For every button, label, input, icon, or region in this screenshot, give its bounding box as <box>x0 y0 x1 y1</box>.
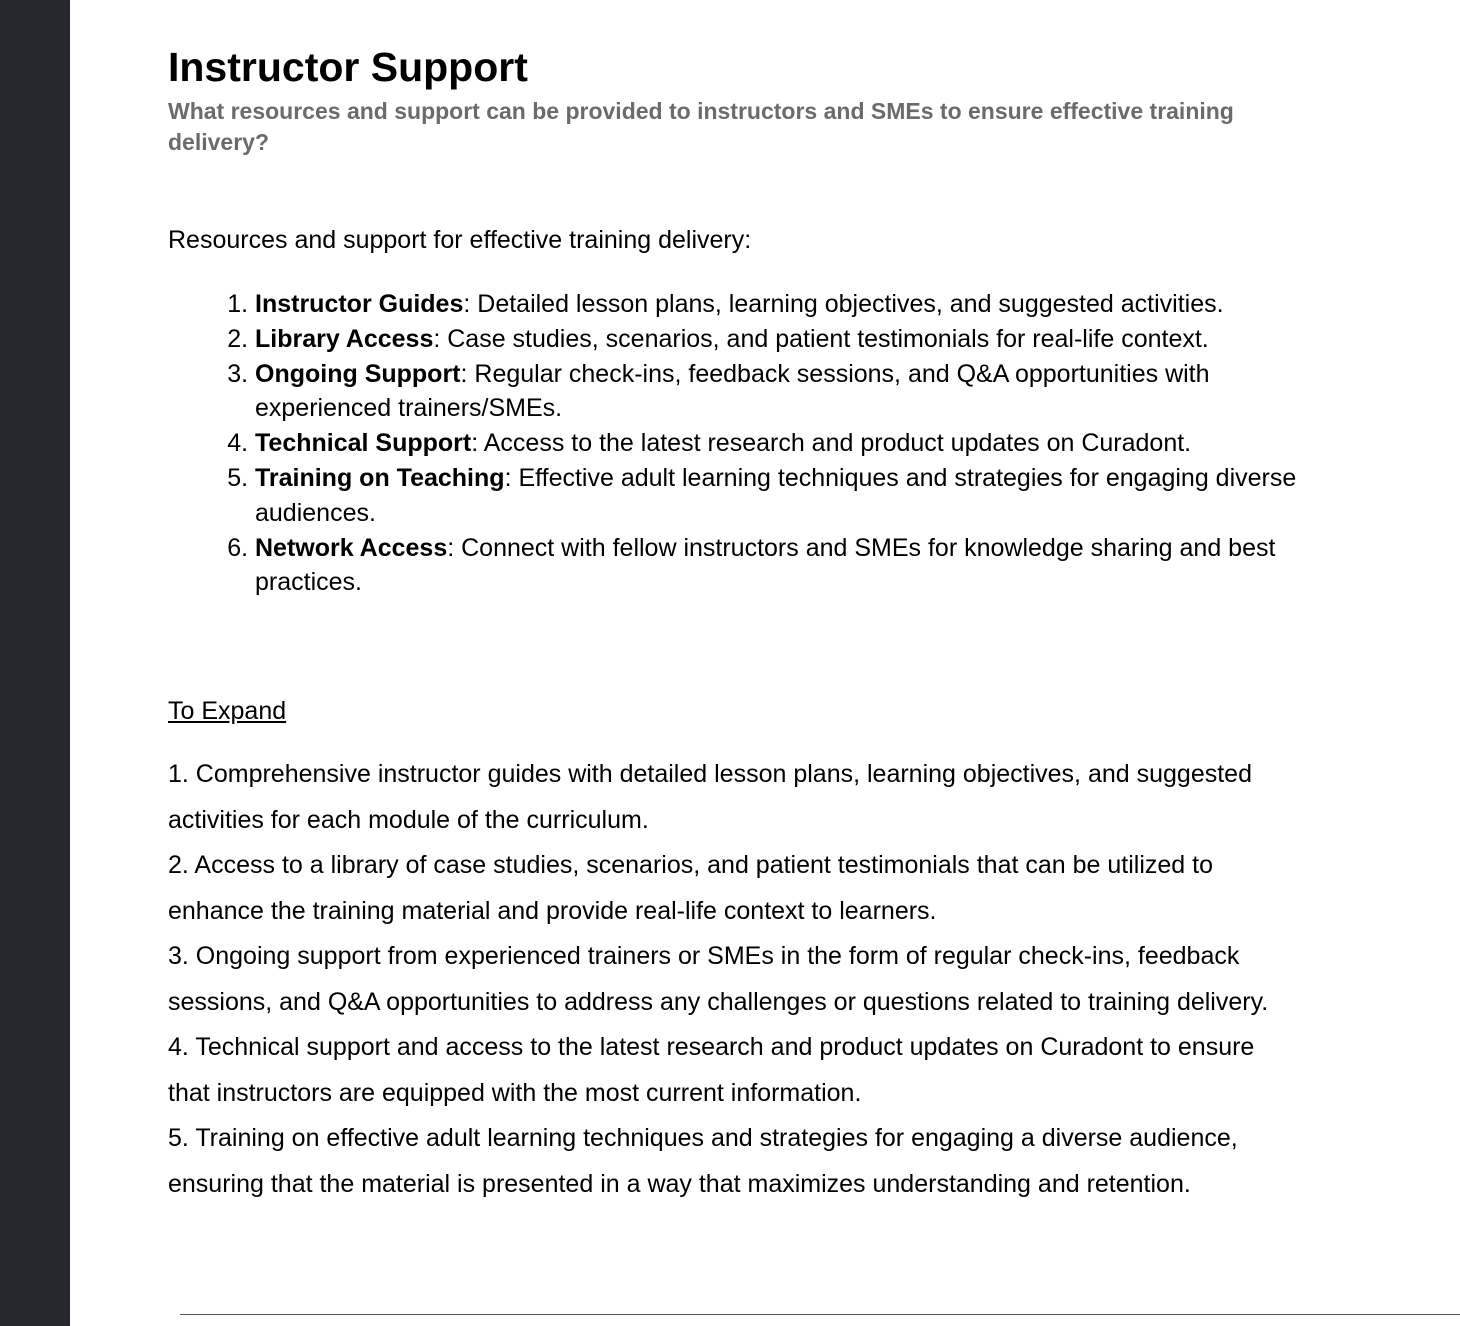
list-item <box>255 426 1315 461</box>
list-item-text: : Detailed lesson plans, learning objectives, and suggested activities. <box>463 290 1224 318</box>
list-item <box>255 461 1315 531</box>
list-item-text: : Case studies, scenarios, and patient testimonials for real-life context. <box>433 324 1209 353</box>
resource-list <box>168 287 1315 600</box>
list-item-term: Training on Teaching <box>255 463 505 492</box>
expand-paragraph: 5. Training on effective adult learning techniques and strategies for engaging a diverse audience, ensuring that the material is presented in a way that maximizes understanding and retention. <box>168 1124 1238 1198</box>
list-item <box>255 322 1315 357</box>
expand-paragraph: 2. Access to a library of case studies, scenarios, and patient testimonials that can be utilized to enhance the training material and provide real-life context to learners. <box>168 851 1214 925</box>
list-item <box>255 287 1315 322</box>
list-item <box>255 531 1315 601</box>
expand-section <box>168 752 1288 1207</box>
page-title: Instructor Support <box>168 44 528 90</box>
expand-paragraph: 3. Ongoing support from experienced trainers or SMEs in the form of regular check-ins, feedback sessions, and Q&A opportunities to address any challenges or questions related to training delivery. <box>168 942 1269 1016</box>
intro-text: Resources and support for effective training delivery: <box>168 226 752 254</box>
list-item-term: Technical Support <box>255 429 472 458</box>
list-item-term: Library Access <box>255 324 434 353</box>
list-item-term: Ongoing Support <box>255 359 461 388</box>
page-subtitle: What resources and support can be provided to instructors and SMEs to ensure effective training delivery? <box>168 98 1234 155</box>
expand-heading: To Expand <box>168 697 287 725</box>
left-sidebar-strip <box>0 0 70 1326</box>
list-item-text: : Connect with fellow instructors and SMEs for knowledge sharing and best practices. <box>255 533 1276 597</box>
expand-paragraph: 1. Comprehensive instructor guides with detailed lesson plans, learning objectives, and suggested activities for each module of the curriculum. <box>168 760 1252 834</box>
list-item-text: : Regular check-ins, feedback sessions, and Q&A opportunities with experienced trainers/SMEs. <box>255 359 1210 423</box>
list-item-text: : Effective adult learning techniques and strategies for engaging diverse audiences. <box>255 463 1297 527</box>
list-item-text: : Access to the latest research and product updates on Curadont. <box>471 429 1192 458</box>
list-item <box>255 357 1315 427</box>
bottom-divider <box>180 1314 1460 1315</box>
list-item-term: Network Access <box>255 533 448 562</box>
expand-paragraph: 4. Technical support and access to the latest research and product updates on Curadont to ensure that instructors are equipped with the most current information. <box>168 1033 1255 1107</box>
list-item-term: Instructor Guides <box>255 290 464 318</box>
